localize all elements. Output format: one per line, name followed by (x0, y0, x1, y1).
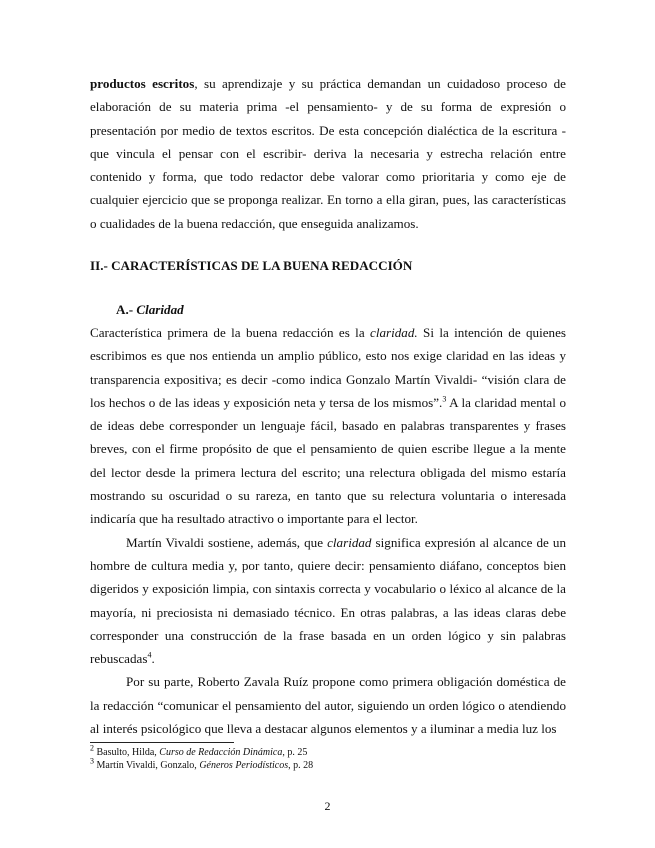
p3-text: Por su parte, Roberto Zavala Ruíz propone como primera obligación doméstica de la redacción “comunicar el pensamiento del autor, siguiendo un orden lógico o atendiendo al interés psicológico que lleva a destacar algunos elementos y a iluminar a media luz los (90, 674, 566, 737)
footnote-number: 3 (90, 756, 94, 766)
p1-text-a: Característica primera de la buena redacción es la (90, 325, 371, 340)
footnote-author: Basulto, Hilda, (94, 747, 160, 758)
subsection-heading (116, 302, 184, 318)
paragraph-claridad-2 (90, 531, 566, 671)
p1-emphasis: claridad. (370, 325, 418, 340)
body-text (90, 321, 566, 740)
page-number: 2 (324, 799, 331, 813)
footnote-number: 2 (90, 743, 94, 753)
p1-text-b: Si la intención de quienes escribimos es que nos entienda un amplio público, esto nos exige claridad en las ideas y transparencia expositiva; es decir -como indica Gonzalo Martín Vivaldi- “visión clara de los hechos o de las ideas y exposición neta y tersa de los mismos”. (90, 325, 566, 410)
footnote-title: Géneros Periodísticos (199, 759, 289, 771)
p2-emphasis: claridad (327, 534, 372, 550)
paragraph-claridad-1 (90, 321, 566, 531)
p1-text-c: A la claridad mental o de ideas debe corresponder un lenguaje fácil, basado en palabras transparentes y frases breves, con el firme propósito de que el pensamiento de quien escribe llegue a la mente del lector desde la primera lectura del escrito; una relectura obligada del mismo estaría mostrando su oscuridad o su rareza, en tanto que su relectura voluntaria o interesada indicaría que ha resultado atractivo o importante para el lector. (90, 394, 566, 527)
paragraph-claridad-3 (90, 670, 566, 740)
footnote-ref-4: 4 (147, 650, 152, 660)
intro-paragraph (90, 72, 566, 235)
footnote-3 (90, 756, 566, 773)
p2-text-c: . (151, 651, 155, 667)
intro-text: , su aprendizaje y su práctica demandan un cuidadoso proceso de elaboración de su materia prima -el pensamiento- y de su forma de expresión o presentación por medio de textos escritos. De esta concepción dialéctica de la escritura -que vincula el pensar con el escribir- deriva la necesaria y estrecha relación entre contenido y forma, que todo redactor debe valorar como prioritaria y como eje de cualquier ejercicio que se proponga realizar. En torno a ella giran, pues, las características o cualidades de la buena redacción, que enseguida analizamos. (90, 76, 566, 231)
p2-text-b: significa expresión al alcance de un hombre de cultura media y, por tanto, quiere decir: pensamiento diáfano, conceptos bien digeridos y exposición limpia, con sintaxis correcta y vocabulario o léxico al alcance de la mayoría, ni preciosista ni demasiado técnico. En otras palabras, a las ideas claras debe corresponder una construcción de la frase basada en un orden lógico y sin palabras rebuscadas (90, 534, 566, 667)
footnote-author: Martín Vivaldi, Gonzalo, (94, 759, 200, 771)
footnote-title: Curso de Redacción Dinámica (159, 747, 283, 758)
subsection-title: Claridad (136, 302, 184, 317)
footnote-page: , p. 28 (288, 759, 314, 771)
footnote-ref-3: 3 (442, 394, 447, 404)
footnote-page: , p. 25 (282, 747, 308, 758)
footnote-2 (90, 743, 566, 760)
intro-lead-bold: productos escritos (90, 76, 195, 91)
footnotes (90, 743, 566, 772)
subsection-prefix: A.- (116, 302, 137, 317)
p2-text-a: Martín Vivaldi sostiene, además, que (126, 534, 328, 550)
section-heading: II.- CARACTERÍSTICAS DE LA BUENA REDACCIÓN (90, 258, 413, 273)
footnote-divider (90, 742, 234, 743)
